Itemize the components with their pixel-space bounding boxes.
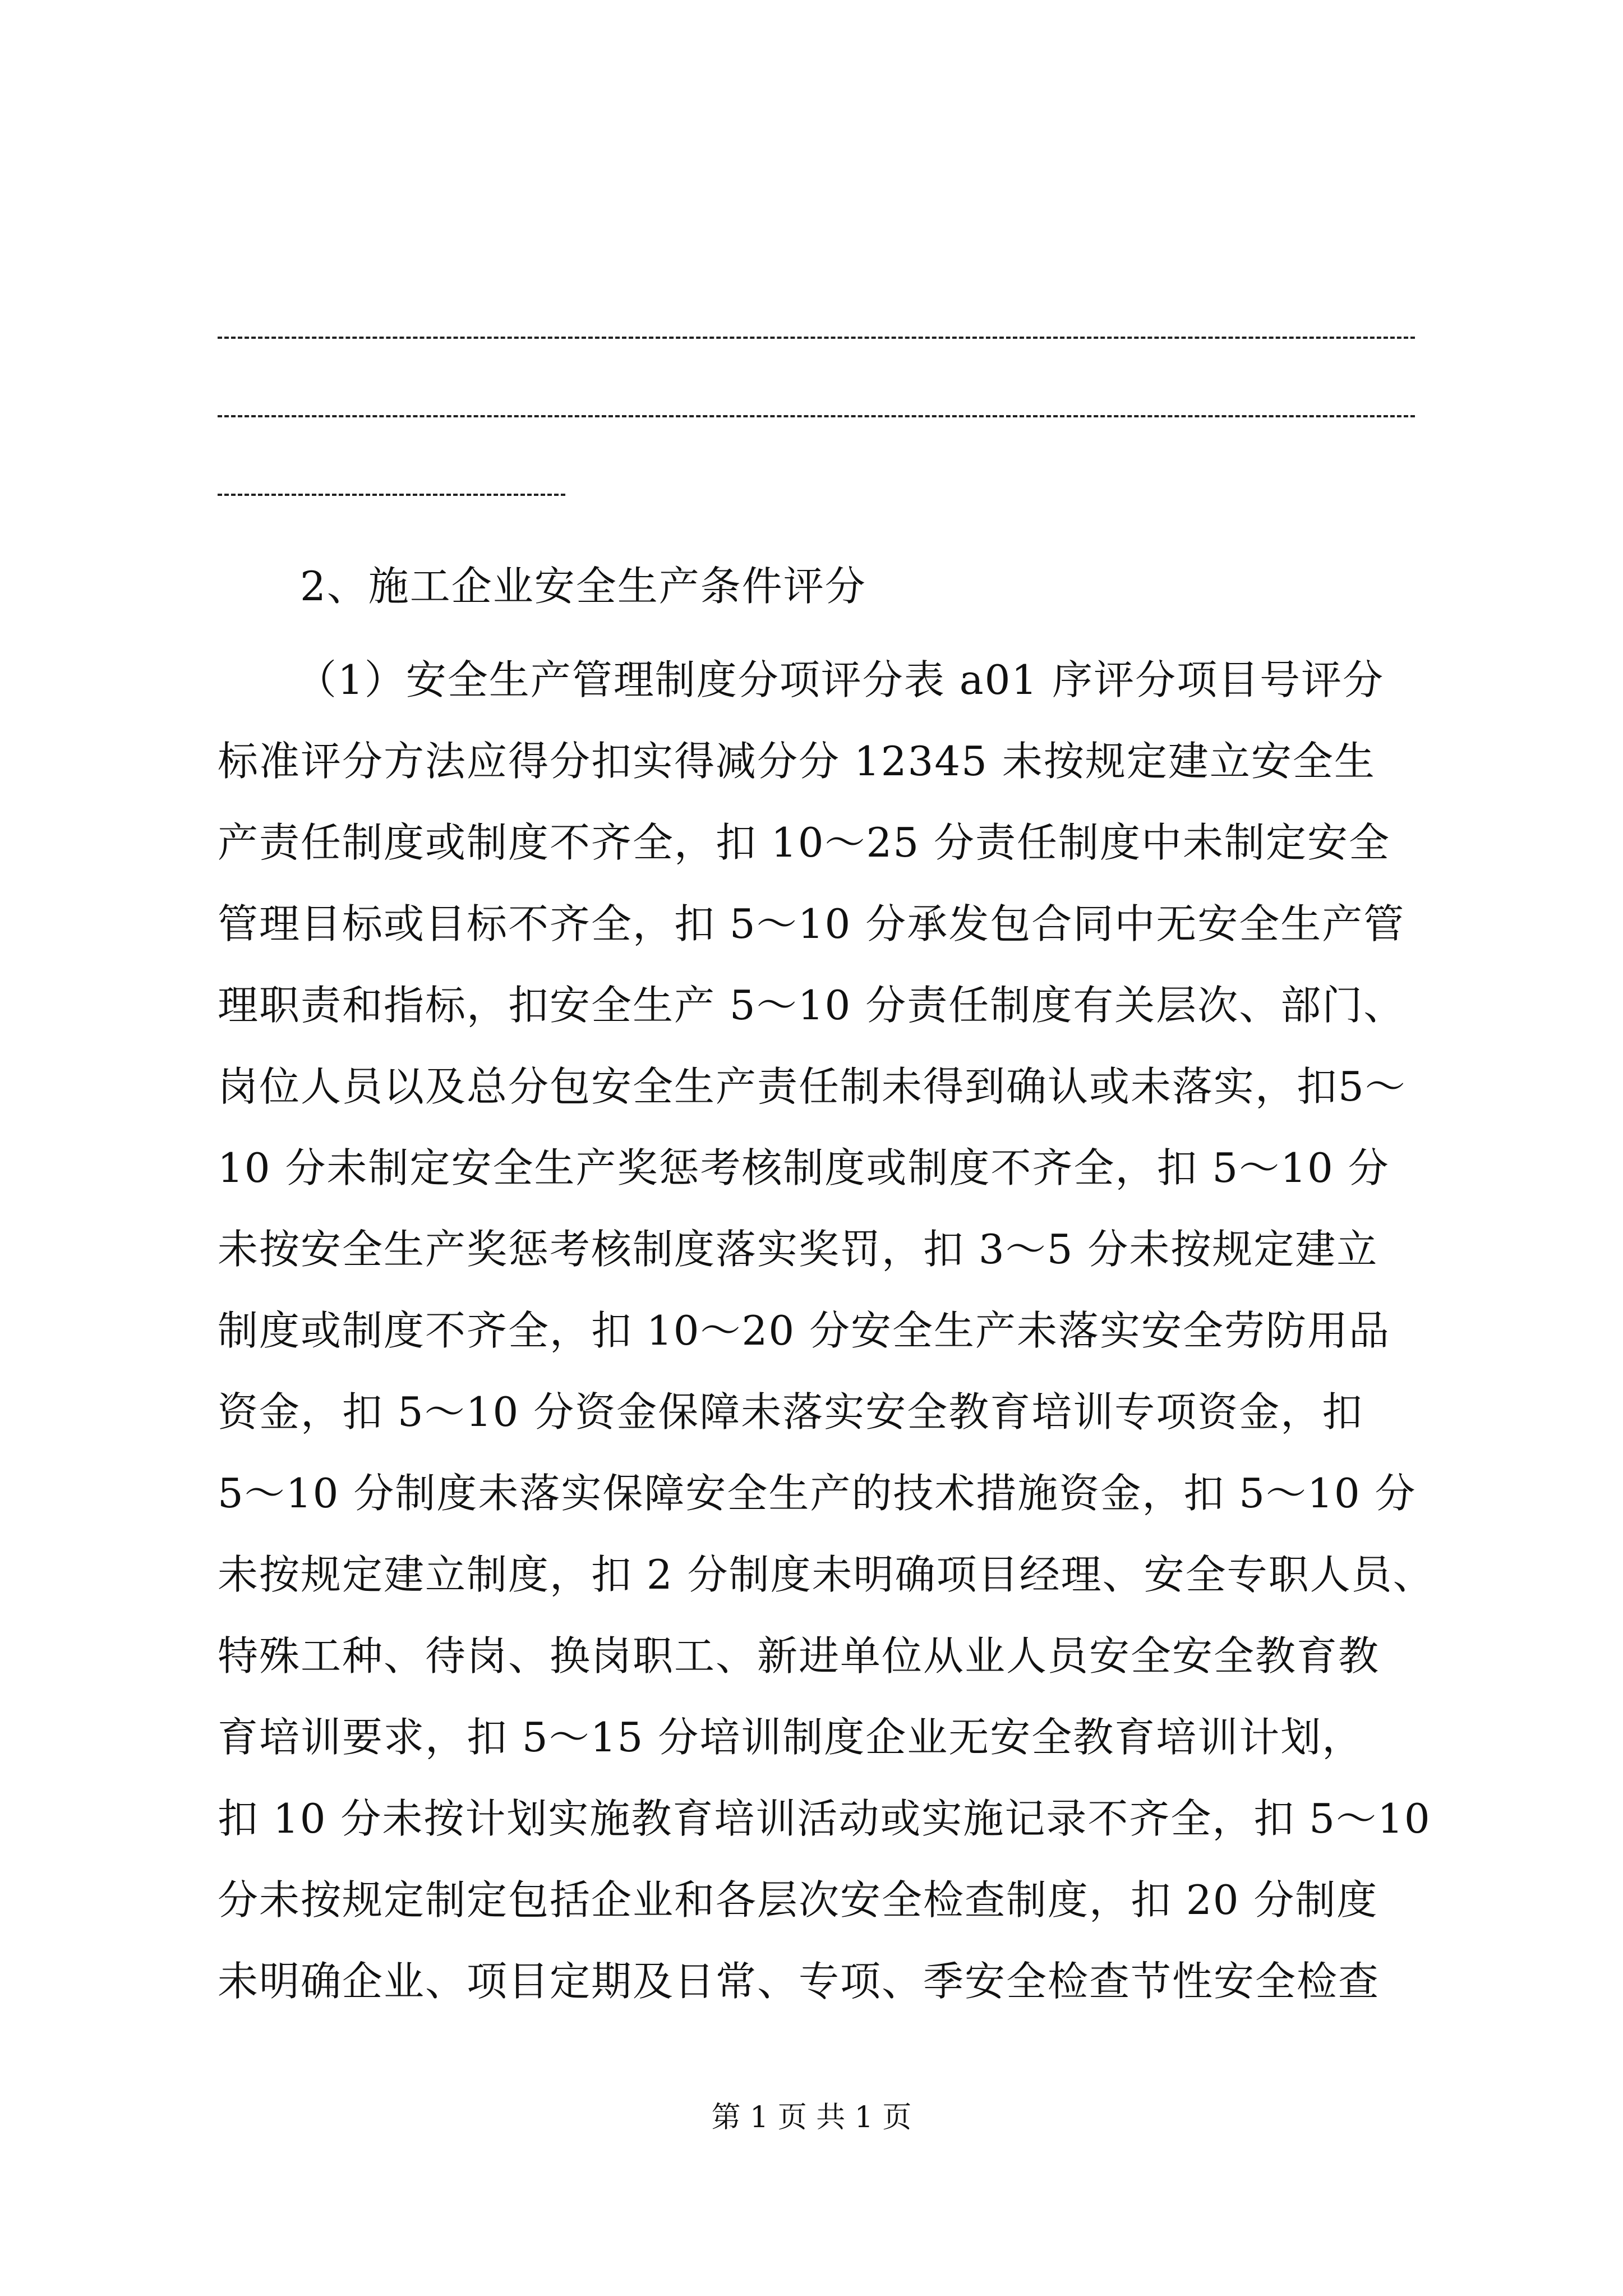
- text-line: 理职责和指标，扣安全生产 5～10 分责任制度有关层次、部门、: [218, 982, 1405, 1029]
- text-line: 分未按规定制定包括企业和各层次安全检查制度，扣 20 分制度: [218, 1876, 1378, 1924]
- text-line: 5～10 分制度未落实保障安全生产的技术措施资金，扣 5～10 分: [218, 1470, 1417, 1517]
- dashed-separator-line: [218, 337, 1415, 339]
- dashed-separator-line: [218, 494, 565, 496]
- text-line: 特殊工种、待岗、换岗职工、新进单位从业人员安全安全教育教: [218, 1632, 1380, 1680]
- text-line: 产责任制度或制度不齐全，扣 10～25 分责任制度中未制定安全: [218, 819, 1391, 866]
- text-line: 标准评分方法应得分扣实得减分分 12345 未按规定建立安全生: [218, 738, 1376, 785]
- body-paragraph: [218, 639, 1435, 2022]
- dashed-separator-line: [218, 415, 1415, 417]
- text-line: 制度或制度不齐全，扣 10～20 分安全生产未落实安全劳防用品: [218, 1307, 1391, 1354]
- text-line: 育培训要求，扣 5～15 分培训制度企业无安全教育培训计划，: [218, 1714, 1364, 1761]
- section-heading: 2、施工企业安全生产条件评分: [300, 563, 866, 610]
- text-line: 岗位人员以及总分包安全生产责任制未得到确认或未落实，扣5～: [218, 1063, 1407, 1110]
- text-line: （1）安全生产管理制度分项评分表 a01 序评分项目号评分: [296, 656, 1385, 703]
- text-line: 10 分未制定安全生产奖惩考核制度或制度不齐全，扣 5～10 分: [218, 1144, 1390, 1191]
- text-line: 未按安全生产奖惩考核制度落实奖罚，扣 3～5 分未按规定建立: [218, 1226, 1378, 1273]
- text-line: 扣 10 分未按计划实施教育培训活动或实施记录不齐全，扣 5～10: [218, 1795, 1431, 1842]
- text-line: 资金，扣 5～10 分资金保障未落实安全教育培训专项资金，扣: [218, 1388, 1364, 1435]
- text-line: 未按规定建立制度，扣 2 分制度未明确项目经理、安全专职人员、: [218, 1551, 1435, 1598]
- text-line: 管理目标或目标不齐全，扣 5～10 分承发包合同中无安全生产管: [218, 900, 1405, 947]
- page-number-footer: 第 1 页 共 1 页: [711, 2101, 912, 2134]
- text-line: 未明确企业、项目定期及日常、专项、季安全检查节性安全检查: [218, 1958, 1380, 2005]
